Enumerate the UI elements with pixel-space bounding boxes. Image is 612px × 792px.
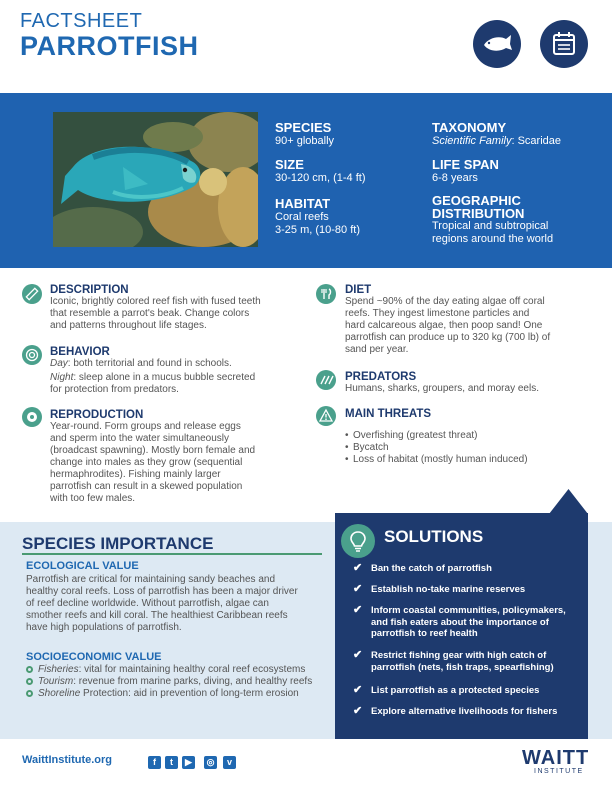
waitt-logo-subtitle: INSTITUTE (534, 768, 584, 775)
reproduction-line: (broadcast spawning). Mostly born female and (50, 445, 256, 456)
diet-line: parrotfish can produce up to 320 kg (700 lb) of (345, 332, 551, 343)
diet-line: hard calcareous algae, then poop sand! One (345, 320, 543, 331)
behavior-night-rest: : sleep alone in a mucus bubble secreted (73, 372, 256, 383)
description-body (50, 296, 290, 332)
fact-taxonomy (432, 120, 561, 148)
fact-habitat-value-2: 3-25 m, (10-80 ft) (275, 224, 360, 236)
fact-distribution-value-1: Tropical and subtropical (432, 220, 549, 232)
fact-lifespan-label: LIFE SPAN (432, 157, 499, 172)
fish-icon (473, 20, 521, 68)
fact-size (275, 157, 365, 185)
description-line: that resemble a parrot's beak. Change colors (50, 308, 250, 319)
ecological-line: have high populations of parrotfish. (26, 622, 182, 633)
fact-habitat-value-1: Coral reefs (275, 211, 329, 223)
predators-title: PREDATORS (345, 371, 417, 383)
website-link[interactable]: WaittInstitute.org (22, 754, 113, 766)
threat-item: • Loss of habitat (mostly human induced) (345, 454, 585, 466)
solution-line: List parrotfish as a protected species (371, 685, 540, 696)
solution-line: Inform coastal communities, policymakers, (371, 605, 566, 616)
vimeo-icon[interactable]: v (223, 756, 236, 769)
header (0, 0, 612, 92)
factsheet-kicker: FACTSHEET (20, 10, 143, 32)
fact-distribution-value-2: regions around the world (432, 233, 554, 245)
predators-text: Humans, sharks, groupers, and moray eels. (345, 383, 539, 394)
checkmark-icon: ✔ (353, 583, 363, 595)
reproduction-line: with too few males. (50, 493, 136, 504)
reproduction-line: Year-round. Form groups and release eggs (50, 421, 241, 432)
spiral-icon (22, 345, 42, 365)
reproduction-line: and sperm into the water simultaneously (50, 433, 229, 444)
ecological-line: of reef decline worldwide. Without parrotfish, algae can (26, 598, 269, 609)
socioeconomic-rest: Protection: aid in prevention of long-term erosion (80, 688, 299, 699)
waitt-logo: WAITT (522, 747, 590, 769)
facebook-icon[interactable]: f (148, 756, 161, 769)
fact-lifespan (432, 157, 499, 185)
bullet-circle-icon (26, 678, 33, 685)
egg-icon (22, 407, 42, 427)
behavior-title: BEHAVIOR (50, 346, 110, 358)
socioeconomic-item (26, 664, 336, 676)
facts-band (0, 93, 612, 268)
socioeconomic-item (26, 688, 336, 700)
solution-line: Ban the catch of parrotfish (371, 563, 492, 574)
reproduction-line: hermaphrodites). Fishing mainly larger (50, 469, 221, 480)
solution-item (353, 563, 578, 575)
solution-line: Establish no-take marine reserves (371, 584, 526, 595)
fact-taxonomy-rest: : Scaridae (511, 135, 561, 147)
solution-item (353, 685, 578, 697)
lightbulb-icon (341, 524, 375, 558)
socioeconomic-rest: : revenue from marine parks, diving, and healthy reefs (73, 676, 313, 687)
solutions-tab (549, 489, 588, 514)
diet-line: Spend ~90% of the day eating algae off coral (345, 296, 545, 307)
socioeconomic-em: Shoreline (38, 688, 81, 699)
socioeconomic-rest: : vital for maintaining healthy coral reef ecosystems (78, 664, 306, 675)
fact-size-value: 30-120 cm, (1-4 ft) (275, 172, 366, 184)
bullet-circle-icon (26, 690, 33, 697)
fact-species-value: 90+ globally (275, 135, 335, 147)
behavior-night-line2: for protection from predators. (50, 384, 179, 395)
twitter-icon[interactable]: t (165, 756, 178, 769)
description-line: Iconic, brightly colored reef fish with fused teeth (50, 296, 261, 307)
solution-line: parrotfish to reef health (371, 628, 478, 639)
solutions-title: SOLUTIONS (384, 527, 484, 546)
reproduction-title: REPRODUCTION (50, 409, 144, 421)
ecological-value-body (26, 574, 331, 634)
behavior-body (50, 358, 290, 396)
diet-title: DIET (345, 284, 372, 296)
solution-line: Explore alternative livelihoods for fishers (371, 706, 558, 717)
socioeconomic-list (26, 664, 336, 700)
diet-line: reefs. They ingest limestone particles and (345, 308, 530, 319)
solution-line: parrotfish (nets, fish traps, spearfishing) (371, 661, 554, 673)
fact-distribution-label-1: GEOGRAPHIC (432, 193, 521, 208)
fact-taxonomy-em: Scientific Family (432, 135, 512, 147)
calendar-icon (540, 20, 588, 68)
parrotfish-photo (53, 112, 258, 247)
fact-distribution (432, 194, 553, 246)
checkmark-icon: ✔ (353, 684, 363, 696)
fact-habitat (275, 196, 360, 237)
reproduction-body (50, 421, 295, 505)
socioeconomic-em: Tourism (38, 676, 74, 687)
socioeconomic-em: Fisheries (38, 664, 79, 675)
behavior-day-rest: : both territorial and found in schools. (67, 358, 232, 369)
socioeconomic-item (26, 676, 336, 688)
fact-species-label: SPECIES (275, 120, 332, 135)
threat-item: • Overfishing (greatest threat) (345, 430, 585, 442)
diet-body (345, 296, 585, 356)
threats-title: MAIN THREATS (345, 408, 432, 420)
fact-lifespan-value: 6-8 years (432, 172, 478, 184)
description-line: and patterns throughout life stages. (50, 320, 207, 331)
threats-list (345, 430, 585, 466)
bullet-circle-icon (26, 666, 33, 673)
youtube-icon[interactable]: ▶ (182, 756, 195, 769)
checkmark-icon: ✔ (353, 705, 363, 717)
threat-item: • Bycatch (345, 442, 585, 454)
solution-item (353, 584, 578, 596)
behavior-day (50, 358, 290, 370)
species-importance-title: SPECIES IMPORTANCE (22, 534, 214, 553)
utensils-icon (316, 284, 336, 304)
fact-species (275, 120, 334, 148)
solution-line: Restrict fishing gear with high catch of (371, 650, 547, 661)
solution-item (353, 605, 578, 640)
warning-icon (316, 406, 336, 426)
fact-habitat-label: HABITAT (275, 196, 331, 211)
fact-taxonomy-value (432, 135, 561, 148)
section-divider (22, 553, 322, 555)
solution-item (353, 650, 578, 673)
solution-line: and fish eaters about the importance of (371, 616, 549, 628)
behavior-night-em: Night (50, 372, 74, 383)
instagram-icon[interactable]: ◎ (204, 756, 217, 769)
fact-distribution-label-2: DISTRIBUTION (432, 206, 525, 221)
ecological-line: smother reefs and kill coral. The healthiest Caribbean reefs (26, 610, 288, 621)
reproduction-line: change into males as they grow (sequential (50, 457, 243, 468)
checkmark-icon: ✔ (353, 649, 363, 661)
solution-item (353, 706, 578, 718)
description-title: DESCRIPTION (50, 284, 129, 296)
socioeconomic-value-title: SOCIOECONOMIC VALUE (26, 651, 162, 663)
fact-size-label: SIZE (275, 157, 304, 172)
ecological-line: healthy coral reefs. Loss of parrotfish has been a major driver (26, 586, 298, 597)
page-title: PARROTFISH (20, 31, 199, 61)
checkmark-icon: ✔ (353, 604, 363, 616)
ecological-line: Parrotfish are critical for maintaining sandy beaches and (26, 574, 276, 585)
reproduction-line: parrotfish can result in a skewed population (50, 481, 243, 492)
ecological-value-title: ECOLOGICAL VALUE (26, 560, 139, 572)
ruler-icon (22, 284, 42, 304)
behavior-night (50, 372, 290, 384)
diet-line: sand per year. (345, 344, 409, 355)
checkmark-icon: ✔ (353, 562, 363, 574)
claw-marks-icon (316, 370, 336, 390)
fact-taxonomy-label: TAXONOMY (432, 120, 507, 135)
behavior-day-em: Day (50, 358, 68, 369)
